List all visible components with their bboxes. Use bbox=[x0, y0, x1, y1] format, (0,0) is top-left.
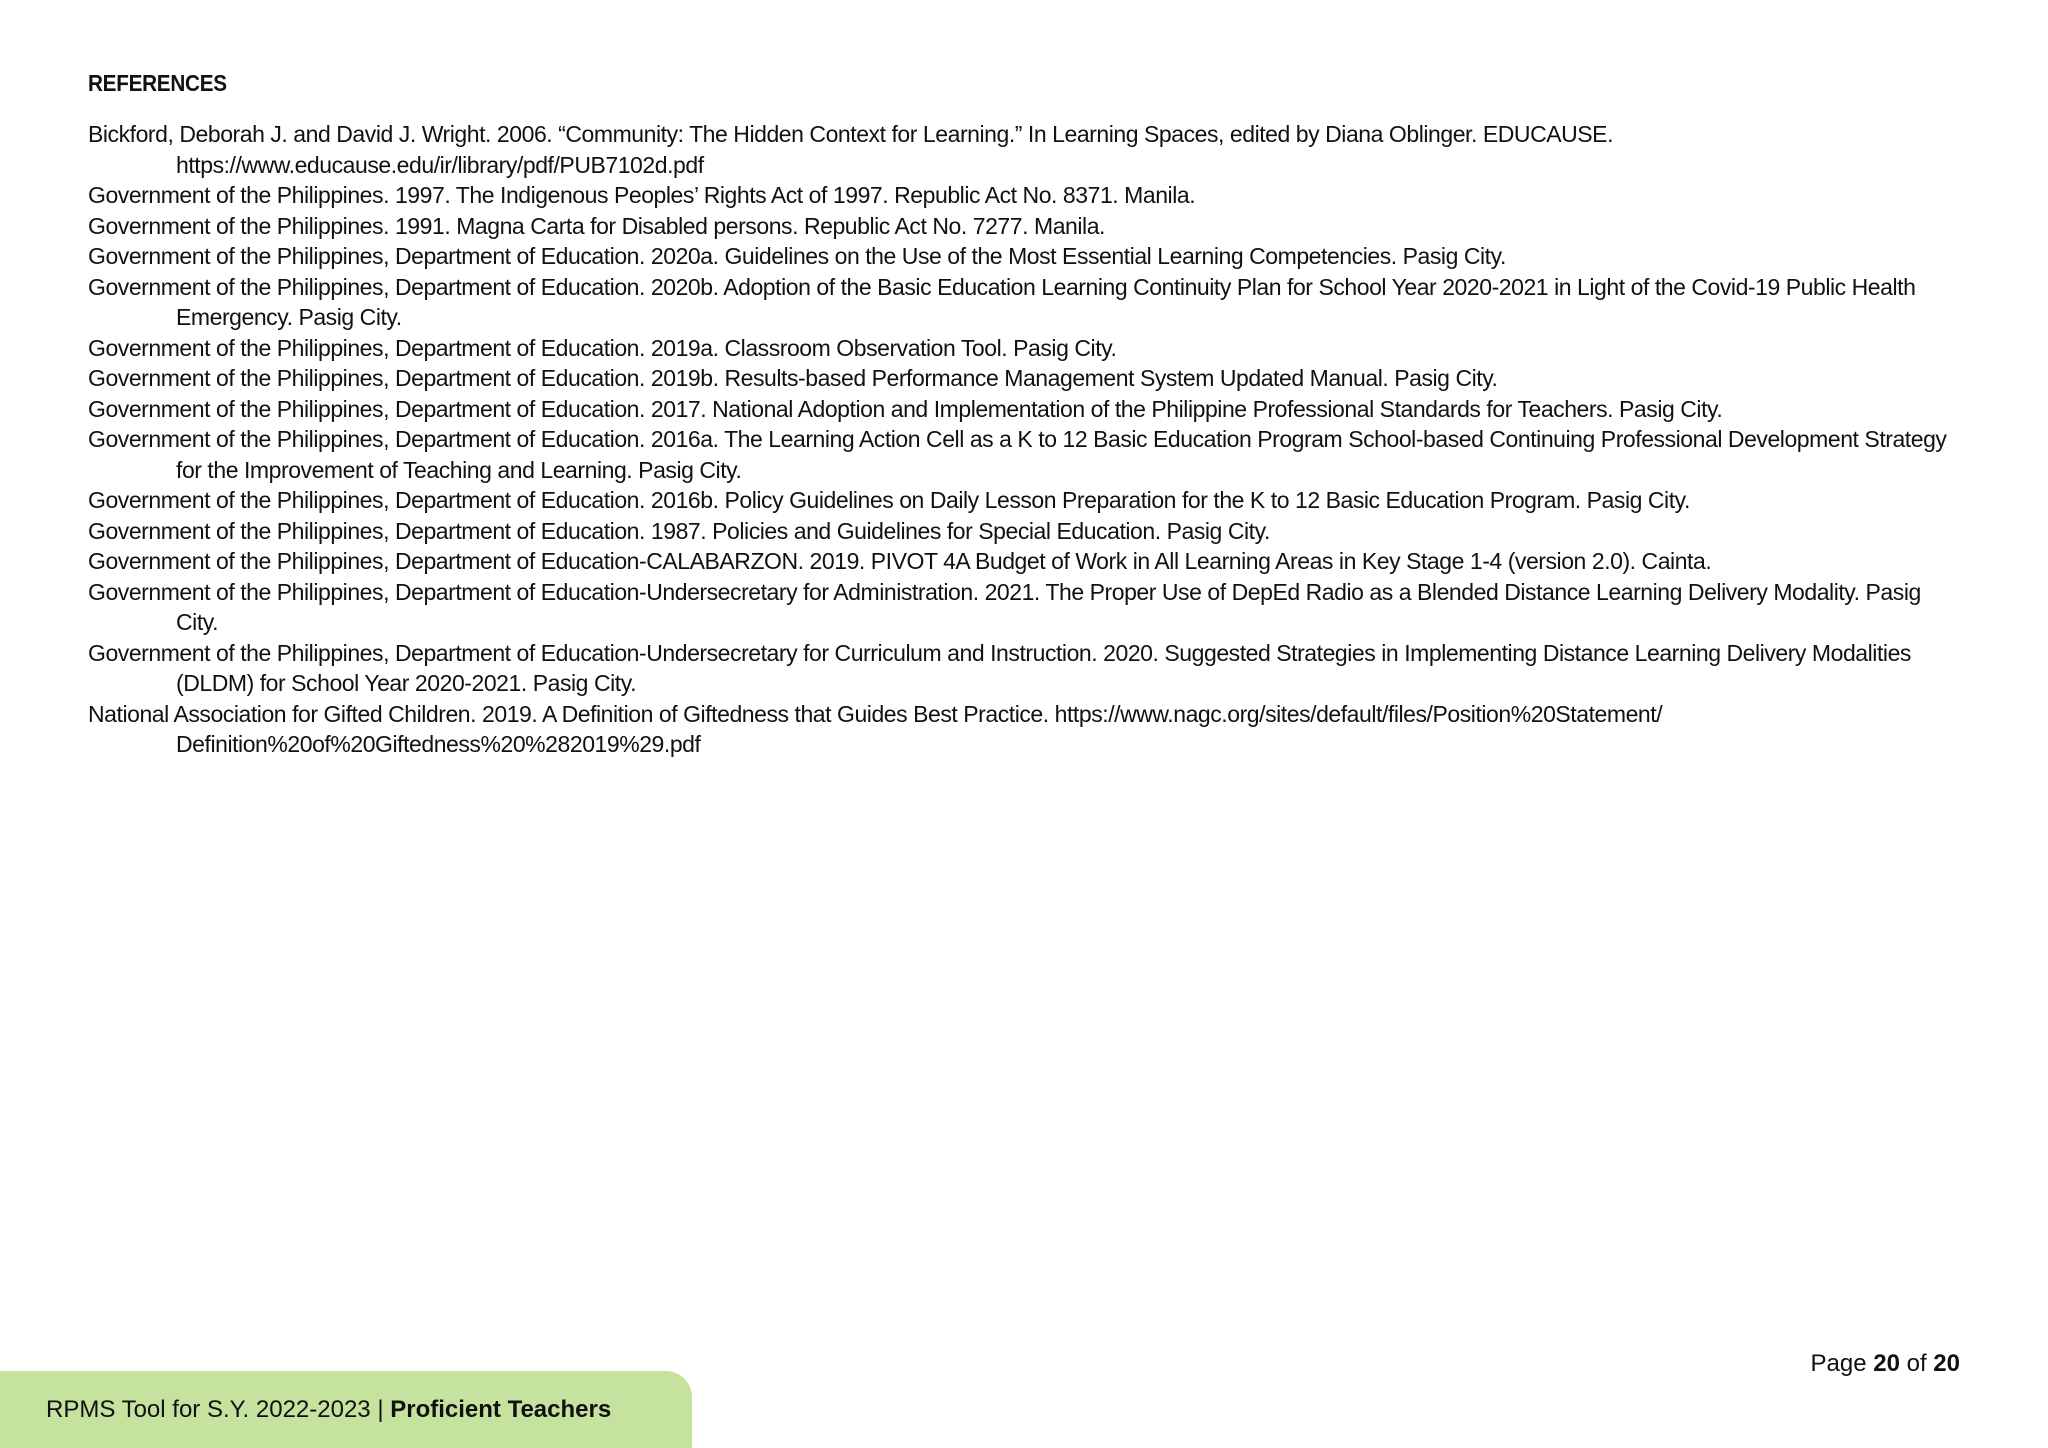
reference-item: Government of the Philippines, Department of Education. 2019a. Classroom Observation Tool. Pasig City. bbox=[88, 334, 1117, 361]
reference-item: Government of the Philippines, Department of Education-Undersecretary for Administration. 2021. The Proper Use of DepEd Radio as a Blended Distance Learning Delivery Modality. Pasig City. bbox=[88, 578, 1921, 635]
reference-item: Government of the Philippines, Department of Education-CALABARZON. 2019. PIVOT 4A Budget of Work in All Learning Areas in Key Stage 1-4 (version 2.0). Cainta. bbox=[88, 548, 1712, 574]
reference-item: Government of the Philippines, Department of Education. 2020a. Guidelines on the Use of the Most Essential Learning Competencies. Pasig City. bbox=[88, 243, 1506, 269]
reference-item: Government of the Philippines, Department of Education. 2016b. Policy Guidelines on Daily Lesson Preparation for the K to 12 Basic Education Program. Pasig City. bbox=[88, 487, 1690, 513]
page-number-current: 20 bbox=[1873, 1350, 1900, 1377]
footer-title: RPMS Tool for S.Y. 2022-2023 | bbox=[46, 1395, 384, 1423]
references-heading: REFERENCES bbox=[88, 70, 227, 96]
reference-item: Government of the Philippines, Department of Education. 2019b. Results-based Performance Management System Updated Manual. Pasig City. bbox=[88, 365, 1498, 391]
page-number-prefix: Page bbox=[1810, 1350, 1867, 1377]
reference-item: National Association for Gifted Children. 2019. A Definition of Giftedness that Guides Best Practice. https://www.nagc.org/sites/default/files/Position%20Statement/ Definition%20of%20Giftedness%20%282019%29.pdf bbox=[88, 700, 1663, 757]
footer-audience: Proficient Teachers bbox=[390, 1395, 612, 1423]
page-number bbox=[1811, 1350, 1961, 1378]
reference-item: Government of the Philippines, Department of Education-Undersecretary for Curriculum and Instruction. 2020. Suggested Strategies in Implementing Distance Learning Delivery Modalities (DLDM) for School Year 2020-2021. Pasig City. bbox=[88, 639, 1911, 696]
reference-item: Government of the Philippines, Department of Education. 2020b. Adoption of the Basic Education Learning Continuity Plan for School Year 2020-2021 in Light of the Covid-19 Public Health Emergency. Pasig City. bbox=[88, 273, 1916, 330]
reference-item: Government of the Philippines. 1991. Magna Carta for Disabled persons. Republic Act No. 7277. Manila. bbox=[88, 212, 1105, 239]
reference-item: Government of the Philippines, Department of Education. 2017. National Adoption and Implementation of the Philippine Professional Standards for Teachers. Pasig City. bbox=[88, 395, 1723, 422]
references-section bbox=[88, 70, 1968, 760]
reference-item: Government of the Philippines, Department of Education. 1987. Policies and Guidelines for Special Education. Pasig City. bbox=[88, 517, 1270, 544]
footer-banner bbox=[0, 1371, 692, 1448]
page-number-separator: of bbox=[1906, 1350, 1927, 1377]
reference-item: Government of the Philippines. 1997. The Indigenous Peoples’ Rights Act of 1997. Republic Act No. 8371. Manila. bbox=[88, 182, 1196, 208]
reference-item: Bickford, Deborah J. and David J. Wright. 2006. “Community: The Hidden Context for Learning.” In Learning Spaces, edited by Diana Oblinger. EDUCAUSE. https://www.educause.edu/ir/library/pdf/PUB7102d.pdf bbox=[88, 121, 1614, 178]
reference-item: Government of the Philippines, Department of Education. 2016a. The Learning Action Cell as a K to 12 Basic Education Program School-based Continuing Professional Development Strategy for the Improvement of Teaching and Learning. Pasig City. bbox=[88, 426, 1947, 483]
page-number-total: 20 bbox=[1933, 1350, 1960, 1377]
references-list bbox=[88, 119, 1968, 760]
